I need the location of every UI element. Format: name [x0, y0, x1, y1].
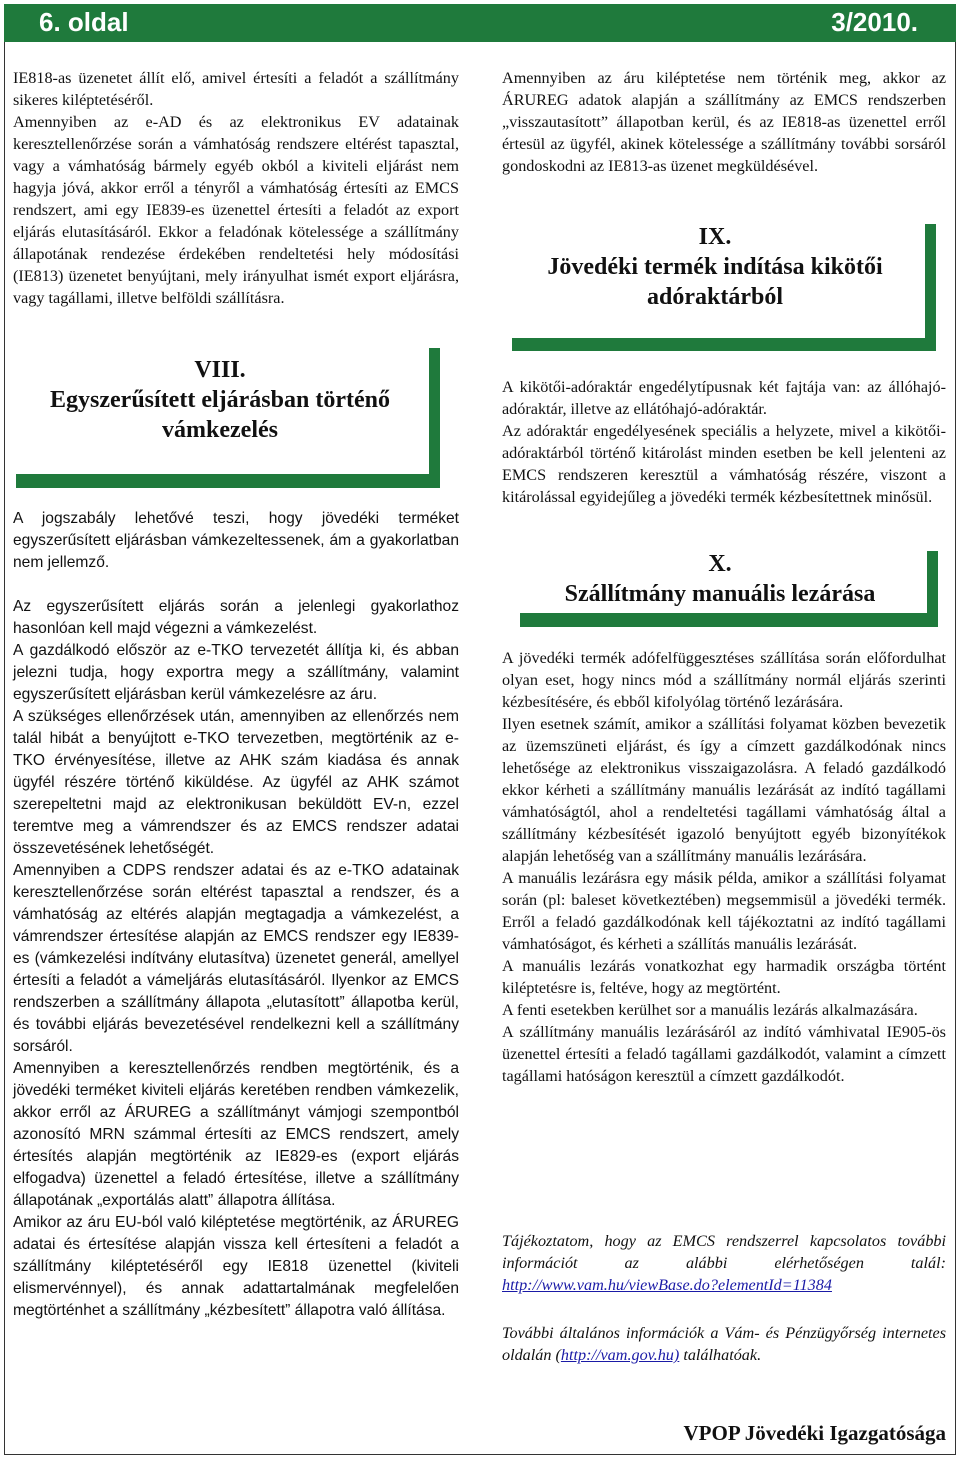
left-column-body — [13, 508, 459, 1322]
info-text: Tájékoztatom, hogy az EMCS rendszerrel kapcsolatos további információt az alábbi elérhetőségen talál: — [502, 1232, 946, 1272]
right-column-adoraktar — [502, 376, 946, 508]
section-8-heading — [11, 341, 429, 474]
section-title: Egyszerűsített eljárásban történő vámkezelés — [50, 387, 390, 443]
left-column-intro — [13, 67, 459, 309]
paragraph: Az egyszerűsített eljárás során a jelenlegi gyakorlathoz hasonlóan kell majd végezni a vámkezelést. — [13, 598, 459, 637]
emcs-info-link[interactable]: http://www.vam.hu/viewBase.do?elementId=11384 — [502, 1276, 832, 1294]
paragraph: A manuális lezárás vonatkozhat egy harmadik országba történt kiléptetésre is, feltéve, hogy az megtörtént. — [502, 957, 946, 997]
paragraph: A fenti esetekben kerülhet sor a manuális lezárás alkalmazására. — [502, 1001, 918, 1019]
info-block-emcs — [502, 1230, 946, 1296]
info-block-general — [502, 1322, 946, 1366]
paragraph: A szükséges ellenőrzések után, amennyiben az ellenőrzés nem talál hibát a benyújtott e-TKO tervezetben, megtörténik az e-TKO érvényesítése, illetve az AHK szám kiadása és annak ügyfél részére történő kiküldése. Az ügyfél az AHK számot szerepeltetni majd az elektronikusan beküldött EV-n, ezzel teremtve meg a vámrendszer és az EMCS rendszer adatai összevetésének lehetőségét. — [13, 708, 459, 857]
right-column-lezaras — [502, 647, 946, 1087]
paragraph: A kikötői-adóraktár engedélytípusnak két fajtája van: az állóhajó-adóraktár, illetve az ellátóhajó-adóraktár. — [502, 378, 946, 418]
paragraph: A manuális lezárásra egy másik példa, amikor a szállítási folyamat során (pl: baleset következtében) megsemmisül a jövedéki termék. Erről a feladó gazdálkodónak kell tájékoztatni az indító tagállami vámhatóságot, és kérheti a szállítás manuális lezárását. — [502, 869, 946, 953]
info-text: További általános információk a Vám- és Pénzügyőrség internetes oldalán ( — [502, 1324, 946, 1364]
signature: VPOP Jövedéki Igazgatósága — [683, 1421, 946, 1445]
paragraph: A szállítmány manuális lezárásáról az indító vámhivatal IE905-ös üzenettel értesíti a feladó tagállami gazdálkodót, valamint a címzett tagállami hatóságon keresztül a címzett gazdálkodót. — [502, 1023, 946, 1085]
paragraph: Amennyiben az e-AD és az elektronikus EV adatainak keresztellenőrzése során a vámhatóság rendszere eltérést tapasztal, vagy a vámhatóság bármely egyéb okból a kiviteli eljárást nem hagyja jóvá, akkor erről a tényről a vámhatóság értesíti az EMCS rendszert, ami egy IE839-es üzenettel értesíti a feladót az export eljárás elutasításáról. Ekkor a feladónak kötelessége a szállítmány állapotának rendezése érdekében rendeltetési hely módosítási (IE813) üzenetet benyújtani, mely irányulhat ismét export eljárásra, vagy tagállami, illetve belföldi szállításra. — [13, 113, 459, 307]
page-header — [4, 4, 956, 42]
paragraph: A jövedéki termék adófelfüggesztéses szállítása során előfordulhat olyan eset, hogy nincs mód a szállítmány normál eljárás szerinti kézbesítésére, és ebből kifolyólag történő lezárására. — [502, 649, 946, 711]
section-number: VIII. — [194, 357, 246, 383]
section-number: X. — [708, 551, 732, 577]
right-column-intro — [502, 67, 946, 177]
paragraph: Amennyiben a CDPS rendszer adatai és az e-TKO adatainak keresztellenőrzése során eltérést tapasztal a rendszer, és a vámhatóság az eltérés alapján megtagadja a vámkezelést, a vámrendszer értesítése alapján az EMCS rendszer egy IE839-es (vámkezelési indítvány elutasítva) üzenetet generál, amellyel értesíti a feladót a vámeljárás elutasításáról. Ilyenkor az EMCS rendszerben a szállítmány állapota „elutasított” állapotba kerül, és további eljárás bevezetésével rendelkezni kell a szállítmány sorsáról. — [13, 862, 459, 1055]
paragraph: IE818-as üzenetet állít elő, amivel értesíti a feladót a szállítmány sikeres kiléptetéséről. — [13, 69, 459, 109]
page-number: 6. oldal — [39, 7, 129, 37]
paragraph: Az adóraktár engedélyesének speciális a helyzete, mivel a kikötői-adóraktárból történő kitárolást minden esetben be kell jelenteni az EMCS rendszeren keresztül a vámhatóság részére, viszont a kitárolással egyidejűleg a jövedéki termék kézbesítettnek minősül. — [502, 422, 946, 506]
paragraph: A jogszabály lehetővé teszi, hogy jövedéki terméket egyszerűsített eljárásban vámkezeltessenek, ám a gyakorlatban nem jellemző. — [13, 510, 459, 571]
paragraph: A gazdálkodó először az e-TKO tervezetét állítja ki, és abban jelezni tudja, hogy exportra megy a szállítmány, valamint egyszerűsített eljárásban kerül vámkezelésre az áru. — [13, 642, 459, 703]
section-9-heading — [505, 216, 925, 338]
issue-number: 3/2010. — [831, 7, 918, 37]
section-10-heading — [513, 543, 927, 613]
section-title: Szállítmány manuális lezárása — [564, 581, 876, 607]
section-title: Jövedéki termék indítása kikötői adóraktárból — [547, 254, 883, 310]
paragraph: Ilyen esetnek számít, amikor a szállítási folyamat közben bevezetik az üzemszüneti eljárást, és így a címzett gazdálkodónak nincs lehetősége az elektronikus visszaigazolásra. A feladó gazdálkodó ekkor kérheti a szállítmány manuális lezárását az indító tagállami vámhatóságtól, ahol a rendeltetési tagállami vámhatóság által a szállítmány kézbesítését igazoló benyújtott egyéb bizonyítékok alapján lehetőség van a szállítmány manuális lezárására. — [502, 715, 946, 865]
vam-gov-link[interactable]: http://vam.gov.hu) — [560, 1346, 680, 1364]
paragraph: Amennyiben az áru kiléptetése nem történik meg, akkor az ÁRUREG adatok alapján a szállítmány az EMCS rendszerben „visszautasított” állapotban kerül, és az IE818-as üzenettel erről értesül az ügyfél, akinek kötelessége a szállítmány további sorsáról gondoskodni az IE813-as üzenet megküldésével. — [502, 69, 946, 175]
paragraph: Amikor az áru EU-ból való kiléptetése megtörténik, az ÁRUREG adatai és értesítése alapján vissza kell értesíteni a feladót a szállítmány kiléptetéséről egy IE818 üzenettel (kiviteli elismervénnyel), és annak adattartalmának megfelelően megtörténhet a szállítmány „kézbesített” állapotra való állítása. — [13, 1214, 459, 1319]
info-text: találhatóak. — [679, 1346, 762, 1364]
paragraph: Amennyiben a keresztellenőrzés rendben megtörténik, és a jövedéki terméket kiviteli eljárás keretében rendben vámkezelik, akkor erről az ÁRUREG a szállítmányt vámjogi szempontból azonosító MRN számmal értesíti az EMCS rendszert, amely értesítés alapján megtörténik az IE829-es (export eljárás elfogadva) üzenettel a feladó értesítése, illetve a szállítmány állapotának „exportálás alatt” állapotra állítása. — [13, 1060, 459, 1209]
section-number: IX. — [698, 224, 732, 250]
